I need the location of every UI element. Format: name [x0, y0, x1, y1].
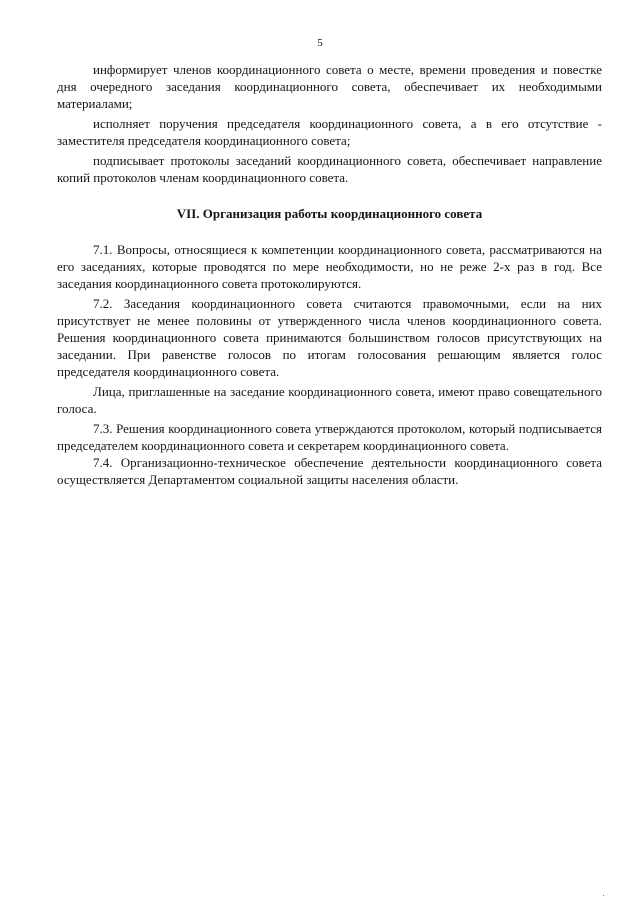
paragraph-7-3: 7.3. Решения координационного совета утверждаются протоколом, который подписывается председателем координационного совета и секретарем координационного совета. — [57, 421, 602, 453]
paragraph-execute-orders: исполняет поручения председателя координационного совета, а в его отсутствие - заместителя председателя координационного совета; — [57, 116, 602, 148]
scan-speck — [603, 895, 604, 896]
paragraph-invited-persons: Лица, приглашенные на заседание координационного совета, имеют право совещательного голоса. — [57, 384, 602, 416]
paragraph-7-4: 7.4. Организационно-техническое обеспечение деятельности координационного совета осуществляется Департаментом социальной защиты населения области. — [57, 455, 602, 487]
paragraph-inform-members: информирует членов координационного совета о месте, времени проведения и повестке дня очередного заседания координационного совета, обеспечивает их необходимыми материалами; — [57, 62, 602, 111]
paragraph-sign-protocols: подписывает протоколы заседаний координационного совета, обеспечивает направление копий протоколов членам координационного совета. — [57, 153, 602, 185]
paragraph-7-2: 7.2. Заседания координационного совета считаются правомочными, если на них присутствует не менее половины от утвержденного числа членов координационного совета. Решения координационного совета принимаются большинством голосов присутствующих на заседании. При равенстве голосов по итогам голосования решающим является голос председателя координационного совета. — [57, 296, 602, 379]
document-body — [57, 61, 602, 488]
paragraph-7-1: 7.1. Вопросы, относящиеся к компетенции координационного совета, рассматриваются на его заседаниях, которые проводятся по мере необходимости, но не реже 2-х раз в год. Все заседания координационного совета протоколируются. — [57, 242, 602, 291]
section-heading: VII. Организация работы координационного совета — [176, 206, 483, 221]
page-number: 5 — [317, 37, 323, 49]
